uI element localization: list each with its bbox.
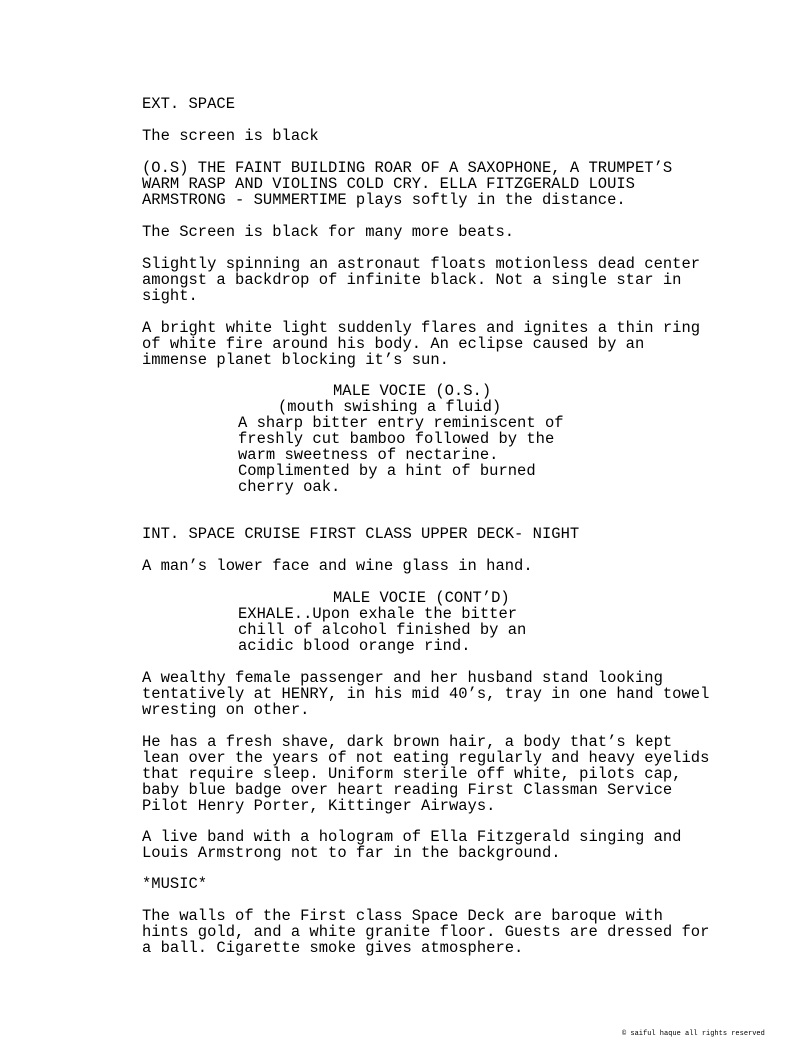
dialogue-line: warm sweetness of nectarine. — [238, 446, 499, 464]
action-line: Louis Armstrong not to far in the background. — [142, 844, 561, 862]
action-line: ARMSTRONG - SUMMERTIME plays softly in the distance. — [142, 191, 626, 209]
action-line: hints gold, and a white granite floor. Guests are dressed for — [142, 923, 710, 941]
action-line: immense planet blocking it’s sun. — [142, 351, 449, 369]
action-line: that require sleep. Uniform sterile off white, pilots cap, — [142, 765, 682, 783]
scene-heading: INT. SPACE CRUISE FIRST CLASS UPPER DECK- NIGHT — [142, 525, 580, 543]
action-line: He has a fresh shave, dark brown hair, a body that’s kept — [142, 733, 673, 751]
dialogue-line: A sharp bitter entry reminiscent of — [238, 414, 564, 432]
dialogue-line: EXHALE..Upon exhale the bitter — [238, 605, 518, 623]
action-line: sight. — [142, 287, 198, 305]
action-line: A bright white light suddenly flares and ignites a thin ring — [142, 319, 701, 337]
dialogue-line: acidic blood orange rind. — [238, 637, 471, 655]
action-line: *MUSIC* — [142, 875, 208, 893]
action-line: Pilot Henry Porter, Kittinger Airways. — [142, 797, 496, 815]
action-line: of white fire around his body. An eclipse caused by an — [142, 335, 645, 353]
dialogue-line: Complimented by a hint of burned — [238, 462, 536, 480]
action-line: amongst a backdrop of infinite black. Not a single star in — [142, 271, 682, 289]
action-line: Slightly spinning an astronaut floats motionless dead center — [142, 255, 701, 273]
action-line: lean over the years of not eating regularly and heavy eyelids — [142, 749, 710, 767]
action-line: A live band with a hologram of Ella Fitzgerald singing and — [142, 828, 682, 846]
action-line: A man’s lower face and wine glass in hand. — [142, 557, 533, 575]
copyright-notice: © saiful haque all rights reserved — [622, 1030, 765, 1038]
dialogue-line: cherry oak. — [238, 478, 341, 496]
character-name: MALE VOCIE (O.S.) — [333, 382, 492, 400]
dialogue-line: chill of alcohol finished by an — [238, 621, 527, 639]
action-line: The walls of the First class Space Deck are baroque with — [142, 907, 663, 925]
action-line: The screen is black — [142, 127, 319, 145]
action-line: baby blue badge over heart reading First Classman Service — [142, 781, 673, 799]
action-line: The Screen is black for many more beats. — [142, 223, 515, 241]
action-line: WARM RASP AND VIOLINS COLD CRY. ELLA FITZGERALD LOUIS — [142, 175, 635, 193]
dialogue-line: freshly cut bamboo followed by the — [238, 430, 555, 448]
action-line: a ball. Cigarette smoke gives atmosphere. — [142, 939, 524, 957]
action-line: (O.S) THE FAINT BUILDING ROAR OF A SAXOPHONE, A TRUMPET’S — [142, 159, 673, 177]
scene-heading: EXT. SPACE — [142, 95, 236, 113]
character-name: MALE VOCIE (CONT’D) — [333, 589, 510, 607]
action-line: tentatively at HENRY, in his mid 40’s, tray in one hand towel — [142, 685, 710, 703]
action-line: A wealthy female passenger and her husband stand looking — [142, 669, 663, 687]
parenthetical: (mouth swishing a fluid) — [278, 398, 502, 416]
action-line: wresting on other. — [142, 701, 310, 719]
